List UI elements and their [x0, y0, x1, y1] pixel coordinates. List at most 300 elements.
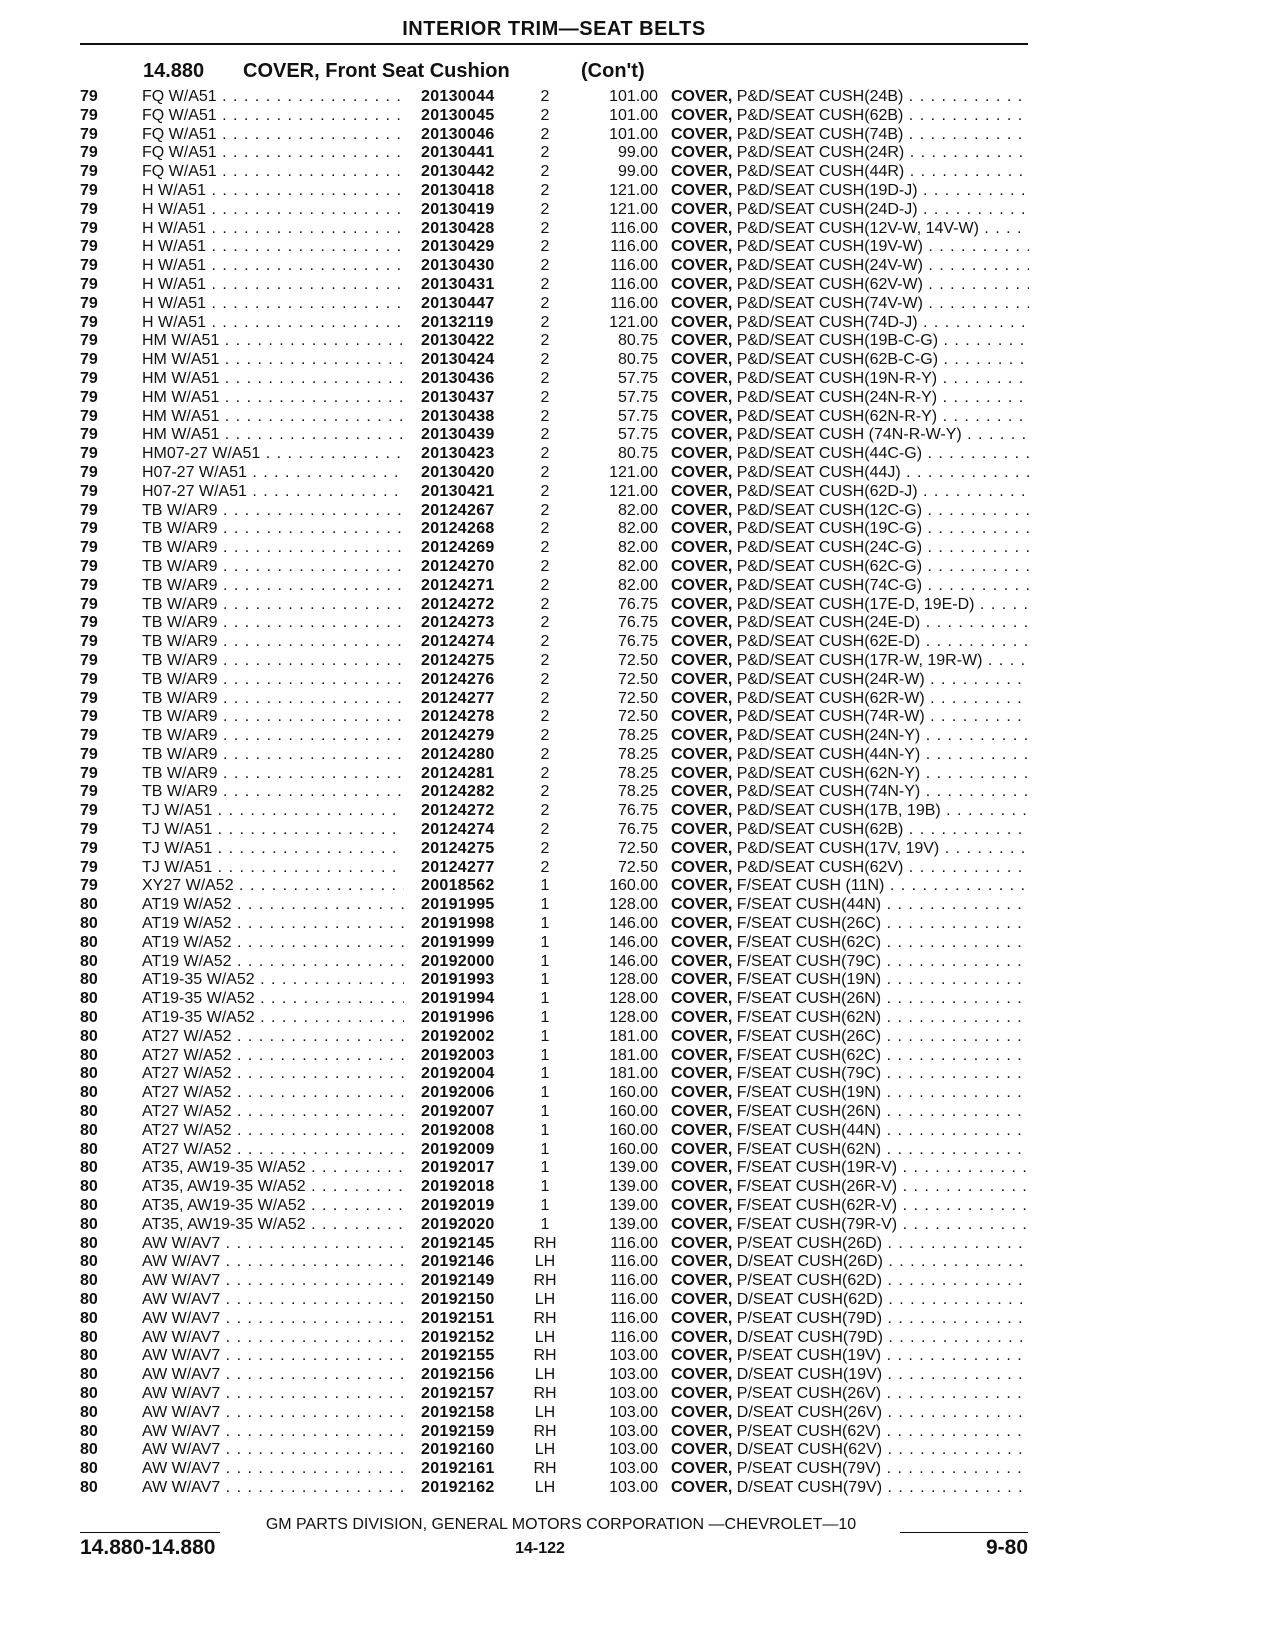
row-quantity: 2	[540, 257, 550, 275]
row-year: 79	[80, 200, 98, 218]
parts-list	[80, 88, 1030, 1498]
row-quantity: 2	[540, 238, 550, 256]
row-description-text: P&D/SEAT CUSH(44R)	[736, 163, 905, 181]
row-quantity: 2	[540, 670, 550, 688]
row-model: TJ W/A51 . . .	[142, 859, 404, 878]
row-quantity: 2	[540, 783, 550, 801]
row-description-head: COVER,	[671, 670, 733, 688]
row-model: AW W/AV7 . . .	[142, 1479, 404, 1498]
row-price: 128.00	[609, 1009, 658, 1027]
row-quantity: 2	[540, 144, 550, 162]
row-description	[671, 1141, 1029, 1160]
row-price: 121.00	[609, 482, 658, 500]
row-part-number: 20130447	[421, 294, 495, 312]
row-year: 80	[80, 1159, 98, 1177]
row-quantity: 1	[540, 915, 550, 933]
row-description-head: COVER,	[671, 576, 733, 594]
row-model: AT35, AW19-35 W/A52 . . .	[142, 1159, 404, 1178]
row-price: 76.75	[617, 595, 658, 613]
row-price: 57.75	[617, 369, 658, 387]
row-model: HM07-27 W/A51 . . .	[142, 445, 404, 464]
row-description-text: P&D/SEAT CUSH(62E-D)	[736, 633, 921, 651]
row-quantity: LH	[534, 1253, 556, 1271]
row-description	[671, 276, 1029, 295]
row-year: 80	[80, 1328, 98, 1346]
row-model: FQ W/A51 . . .	[142, 126, 404, 145]
table-row	[80, 877, 1030, 896]
row-model: HM W/A51 . . .	[142, 351, 404, 370]
row-quantity: 2	[540, 294, 550, 312]
row-year: 79	[80, 670, 98, 688]
row-year: 80	[80, 915, 98, 933]
row-description-head: COVER,	[671, 1197, 733, 1215]
footer-rule-left	[80, 1532, 220, 1533]
row-price: 128.00	[609, 896, 658, 914]
row-year: 80	[80, 1478, 98, 1496]
row-description-text: P/SEAT CUSH(19V)	[736, 1347, 882, 1365]
row-year: 79	[80, 463, 98, 481]
row-model: AW W/AV7 . . .	[142, 1253, 404, 1272]
row-price: 116.00	[610, 275, 658, 293]
row-description-head: COVER,	[671, 219, 733, 237]
row-price: 103.00	[609, 1460, 658, 1478]
row-year: 80	[80, 1291, 98, 1308]
section-continued: (Con't)	[581, 60, 645, 82]
row-price: 57.75	[617, 426, 658, 444]
row-description	[671, 201, 1029, 220]
row-part-number: 20192017	[421, 1159, 495, 1177]
table-row	[80, 1460, 1030, 1479]
row-description-head: COVER,	[671, 764, 733, 782]
row-description-text: P&D/SEAT CUSH (74N-R-W-Y)	[736, 426, 962, 444]
row-model: TJ W/A51 . . .	[142, 802, 404, 821]
row-description-head: COVER,	[671, 88, 733, 105]
row-model: AT27 W/A52 . . .	[142, 1084, 404, 1103]
row-part-number: 20191999	[421, 933, 495, 951]
row-model: TB W/AR9 . . .	[142, 520, 404, 539]
row-model: AT35, AW19-35 W/A52 . . .	[142, 1178, 404, 1197]
footer-section-range: 14.880-14.880	[80, 1536, 216, 1559]
table-row	[80, 1235, 1030, 1254]
row-quantity: RH	[533, 1272, 557, 1290]
row-part-number: 20124275	[421, 839, 495, 857]
row-part-number: 20192146	[421, 1253, 495, 1271]
row-part-number: 20130439	[421, 426, 495, 444]
table-row	[80, 1065, 1030, 1084]
table-row	[80, 295, 1030, 314]
row-description	[671, 1404, 1029, 1423]
row-description	[671, 765, 1029, 784]
row-price: 116.00	[610, 1309, 658, 1327]
row-quantity: 2	[540, 633, 550, 651]
row-model: H W/A51 . . .	[142, 257, 404, 276]
table-row	[80, 934, 1030, 953]
row-price: 116.00	[610, 1291, 658, 1308]
row-price: 139.00	[609, 1178, 658, 1196]
row-part-number: 20192018	[421, 1178, 495, 1196]
row-description-text: P&D/SEAT CUSH(74C-G)	[736, 576, 923, 594]
row-part-number: 20192007	[421, 1103, 495, 1121]
row-description	[671, 1065, 1029, 1084]
row-description-head: COVER,	[671, 313, 733, 331]
row-price: 181.00	[609, 1046, 658, 1064]
row-description-head: COVER,	[671, 1103, 733, 1121]
row-description-head: COVER,	[671, 858, 733, 876]
table-row	[80, 558, 1030, 577]
table-row	[80, 1347, 1030, 1366]
row-description-text: P&D/SEAT CUSH(62B)	[736, 106, 904, 124]
row-description-text: P&D/SEAT CUSH(24N-Y)	[736, 727, 921, 745]
table-row	[80, 821, 1030, 840]
row-description	[671, 238, 1029, 257]
row-price: 160.00	[609, 877, 658, 895]
row-quantity: 1	[540, 990, 550, 1008]
row-description	[671, 727, 1029, 746]
table-row	[80, 370, 1030, 389]
row-model: TB W/AR9 . . .	[142, 652, 404, 671]
row-price: 82.00	[617, 520, 658, 538]
row-part-number: 20130431	[421, 275, 495, 293]
row-price: 82.00	[617, 539, 658, 557]
row-model: H07-27 W/A51 . . .	[142, 483, 404, 502]
row-price: 128.00	[609, 971, 658, 989]
row-description-text: F/SEAT CUSH(19R-V)	[736, 1159, 898, 1177]
section-name: COVER, Front Seat Cushion	[243, 60, 510, 82]
row-description	[671, 1460, 1029, 1479]
row-year: 79	[80, 369, 98, 387]
row-description-text: F/SEAT CUSH (11N)	[736, 877, 885, 895]
row-part-number: 20191993	[421, 971, 495, 989]
row-description	[671, 1178, 1029, 1197]
row-model: AT19 W/A52 . . .	[142, 953, 404, 972]
table-row	[80, 690, 1030, 709]
row-part-number: 20192004	[421, 1065, 495, 1083]
row-price: 116.00	[610, 1253, 658, 1271]
row-price: 103.00	[609, 1347, 658, 1365]
row-description	[671, 1028, 1029, 1047]
table-row	[80, 182, 1030, 201]
row-quantity: 1	[540, 1103, 550, 1121]
row-quantity: 2	[540, 88, 550, 105]
row-description-head: COVER,	[671, 1309, 733, 1327]
row-model: HM W/A51 . . .	[142, 426, 404, 445]
row-year: 80	[80, 990, 98, 1008]
row-quantity: 1	[540, 1140, 550, 1158]
row-description-text: P&D/SEAT CUSH(24E-D)	[736, 614, 921, 632]
table-row	[80, 389, 1030, 408]
table-row	[80, 1159, 1030, 1178]
row-description-head: COVER,	[671, 1291, 733, 1308]
row-description-text: P&D/SEAT CUSH(24N-R-Y)	[736, 388, 938, 406]
row-description	[671, 107, 1029, 126]
row-price: 82.00	[617, 501, 658, 519]
row-quantity: 2	[540, 727, 550, 745]
footer-date: 9-80	[985, 1536, 1028, 1559]
row-description-head: COVER,	[671, 821, 733, 839]
row-price: 116.00	[610, 1272, 658, 1290]
row-price: 160.00	[609, 1103, 658, 1121]
row-part-number: 20124271	[421, 576, 495, 594]
row-description	[671, 1479, 1029, 1498]
row-quantity: LH	[534, 1441, 556, 1459]
row-year: 80	[80, 1422, 98, 1440]
table-row	[80, 802, 1030, 821]
row-part-number: 20124275	[421, 651, 495, 669]
row-description-text: P&D/SEAT CUSH(24R)	[736, 144, 905, 162]
row-quantity: 1	[540, 1027, 550, 1045]
row-part-number: 20124269	[421, 539, 495, 557]
row-description-head: COVER,	[671, 426, 733, 444]
row-model: H W/A51 . . .	[142, 314, 404, 333]
row-model: AW W/AV7 . . .	[142, 1366, 404, 1385]
row-part-number: 20192152	[421, 1328, 495, 1346]
row-description-head: COVER,	[671, 369, 733, 387]
row-year: 79	[80, 163, 98, 181]
row-part-number: 20124276	[421, 670, 495, 688]
row-year: 80	[80, 1366, 98, 1384]
row-model: H W/A51 . . .	[142, 182, 404, 201]
row-description-text: D/SEAT CUSH(19V)	[736, 1366, 883, 1384]
table-row	[80, 896, 1030, 915]
row-model: AT27 W/A52 . . .	[142, 1047, 404, 1066]
row-quantity: 2	[540, 501, 550, 519]
row-price: 101.00	[609, 88, 658, 105]
row-price: 72.50	[617, 670, 658, 688]
row-description-text: P&D/SEAT CUSH(19N-R-Y)	[736, 369, 938, 387]
row-part-number: 20132119	[421, 313, 494, 331]
row-description-text: F/SEAT CUSH(26N)	[736, 1103, 882, 1121]
row-description-text: F/SEAT CUSH(62C)	[736, 1046, 882, 1064]
row-description	[671, 1441, 1029, 1460]
row-part-number: 20191998	[421, 915, 495, 933]
table-row	[80, 577, 1030, 596]
row-price: 146.00	[609, 952, 658, 970]
row-part-number: 20130421	[421, 482, 495, 500]
row-description-head: COVER,	[671, 482, 733, 500]
row-description	[671, 483, 1029, 502]
row-year: 79	[80, 426, 98, 444]
row-description	[671, 690, 1029, 709]
row-description-head: COVER,	[671, 407, 733, 425]
row-description-head: COVER,	[671, 351, 733, 369]
row-year: 80	[80, 1441, 98, 1459]
row-description-head: COVER,	[671, 952, 733, 970]
row-description-text: P&D/SEAT CUSH(17E-D, 19E-D)	[736, 595, 975, 613]
row-year: 79	[80, 764, 98, 782]
row-quantity: 2	[540, 595, 550, 613]
row-part-number: 20130430	[421, 257, 495, 275]
row-price: 121.00	[609, 463, 658, 481]
row-description	[671, 990, 1029, 1009]
row-model: H07-27 W/A51 . . .	[142, 464, 404, 483]
row-part-number: 20124274	[421, 633, 495, 651]
row-part-number: 20124270	[421, 557, 495, 575]
row-description-head: COVER,	[671, 445, 733, 463]
row-description	[671, 332, 1029, 351]
row-description	[671, 671, 1029, 690]
row-price: 116.00	[610, 1328, 658, 1346]
row-description-head: COVER,	[671, 1140, 733, 1158]
row-part-number: 20124277	[421, 858, 495, 876]
row-price: 80.75	[617, 445, 658, 463]
row-description	[671, 558, 1029, 577]
row-description-head: COVER,	[671, 1422, 733, 1440]
row-description	[671, 1272, 1029, 1291]
row-price: 121.00	[609, 200, 658, 218]
row-description-text: P&D/SEAT CUSH(62V)	[736, 858, 904, 876]
row-quantity: 2	[540, 351, 550, 369]
row-description-text: P/SEAT CUSH(62D)	[736, 1272, 883, 1290]
row-price: 78.25	[617, 727, 658, 745]
row-year: 79	[80, 576, 98, 594]
row-model: AT19-35 W/A52 . . .	[142, 971, 404, 990]
row-model: FQ W/A51 . . .	[142, 88, 404, 107]
row-description-text: P&D/SEAT CUSH(17V, 19V)	[736, 839, 940, 857]
section-title	[143, 60, 645, 83]
row-model: HM W/A51 . . .	[142, 389, 404, 408]
table-row	[80, 614, 1030, 633]
table-row	[80, 1028, 1030, 1047]
row-quantity: 2	[540, 275, 550, 293]
row-description	[671, 295, 1029, 314]
table-row	[80, 1216, 1030, 1235]
table-row	[80, 483, 1030, 502]
row-description-text: P/SEAT CUSH(62V)	[736, 1422, 882, 1440]
row-description-head: COVER,	[671, 1084, 733, 1102]
row-quantity: 2	[540, 181, 550, 199]
row-year: 79	[80, 313, 98, 331]
row-description	[671, 1009, 1029, 1028]
row-price: 99.00	[617, 163, 658, 181]
table-row	[80, 539, 1030, 558]
row-description-text: D/SEAT CUSH(26V)	[736, 1403, 883, 1421]
row-description	[671, 1084, 1029, 1103]
row-part-number: 20192019	[421, 1197, 495, 1215]
row-quantity: RH	[533, 1384, 557, 1402]
row-part-number: 20192020	[421, 1215, 495, 1233]
table-row	[80, 520, 1030, 539]
row-year: 80	[80, 896, 98, 914]
row-model: XY27 W/A52 . . .	[142, 877, 404, 896]
row-description	[671, 1103, 1029, 1122]
row-quantity: 2	[540, 463, 550, 481]
row-description	[671, 614, 1029, 633]
table-row	[80, 1366, 1030, 1385]
row-description-text: P&D/SEAT CUSH(74V-W)	[736, 294, 923, 312]
row-part-number: 20130424	[421, 351, 495, 369]
row-year: 79	[80, 539, 98, 557]
row-model: H W/A51 . . .	[142, 238, 404, 257]
row-part-number: 20130045	[421, 106, 495, 124]
row-part-number: 20192151	[421, 1309, 495, 1327]
table-row	[80, 426, 1030, 445]
table-row	[80, 314, 1030, 333]
row-quantity: 2	[540, 388, 550, 406]
table-row	[80, 915, 1030, 934]
table-row	[80, 464, 1030, 483]
row-quantity: 2	[540, 708, 550, 726]
row-model: TB W/AR9 . . .	[142, 783, 404, 802]
row-description	[671, 445, 1029, 464]
row-description-head: COVER,	[671, 520, 733, 538]
row-part-number: 20124274	[421, 821, 495, 839]
row-part-number: 20192003	[421, 1046, 495, 1064]
row-year: 80	[80, 1403, 98, 1421]
row-price: 72.50	[617, 689, 658, 707]
row-quantity: 2	[540, 614, 550, 632]
row-price: 128.00	[609, 990, 658, 1008]
row-price: 72.50	[617, 858, 658, 876]
row-model: HM W/A51 . . .	[142, 408, 404, 427]
table-row	[80, 1103, 1030, 1122]
row-model: AW W/AV7 . . .	[142, 1385, 404, 1404]
row-description-text: F/SEAT CUSH(26C)	[736, 1027, 882, 1045]
table-row	[80, 1178, 1030, 1197]
table-row	[80, 1253, 1030, 1272]
row-description	[671, 1122, 1029, 1141]
row-description-text: F/SEAT CUSH(19N)	[736, 1084, 882, 1102]
row-quantity: RH	[533, 1422, 557, 1440]
row-description-head: COVER,	[671, 689, 733, 707]
row-year: 80	[80, 1309, 98, 1327]
row-year: 79	[80, 651, 98, 669]
row-year: 79	[80, 219, 98, 237]
row-model: HM W/A51 . . .	[142, 332, 404, 351]
row-model: AT19 W/A52 . . .	[142, 915, 404, 934]
row-model: AT19-35 W/A52 . . .	[142, 990, 404, 1009]
row-description-head: COVER,	[671, 1027, 733, 1045]
row-model: AT19-35 W/A52 . . .	[142, 1009, 404, 1028]
row-description-text: P&D/SEAT CUSH(17B, 19B)	[736, 802, 941, 820]
row-price: 103.00	[609, 1366, 658, 1384]
row-description-text: P&D/SEAT CUSH(62C-G)	[736, 557, 923, 575]
row-quantity: 2	[540, 219, 550, 237]
table-row	[80, 1441, 1030, 1460]
row-description-head: COVER,	[671, 125, 733, 143]
row-model: H W/A51 . . .	[142, 220, 404, 239]
row-year: 79	[80, 407, 98, 425]
row-quantity: 2	[540, 689, 550, 707]
row-year: 79	[80, 106, 98, 124]
row-model: AW W/AV7 . . .	[142, 1235, 404, 1254]
row-description	[671, 88, 1029, 107]
row-description	[671, 802, 1029, 821]
row-model: TB W/AR9 . . .	[142, 690, 404, 709]
table-row	[80, 257, 1030, 276]
row-part-number: 20124268	[421, 520, 495, 538]
row-price: 82.00	[617, 557, 658, 575]
row-description-head: COVER,	[671, 1121, 733, 1139]
row-model: TB W/AR9 . . .	[142, 558, 404, 577]
row-description-head: COVER,	[671, 332, 733, 350]
row-part-number: 20192150	[421, 1291, 495, 1308]
row-quantity: 1	[540, 1084, 550, 1102]
row-price: 160.00	[609, 1121, 658, 1139]
row-description-head: COVER,	[671, 708, 733, 726]
row-quantity: 1	[540, 1159, 550, 1177]
row-quantity: 2	[540, 332, 550, 350]
row-model: H W/A51 . . .	[142, 276, 404, 295]
table-row	[80, 332, 1030, 351]
row-price: 76.75	[617, 802, 658, 820]
row-quantity: RH	[533, 1234, 557, 1252]
table-row	[80, 1423, 1030, 1442]
row-year: 79	[80, 125, 98, 143]
row-quantity: LH	[534, 1403, 556, 1421]
row-year: 79	[80, 858, 98, 876]
row-part-number: 20130436	[421, 369, 495, 387]
row-price: 72.50	[617, 708, 658, 726]
